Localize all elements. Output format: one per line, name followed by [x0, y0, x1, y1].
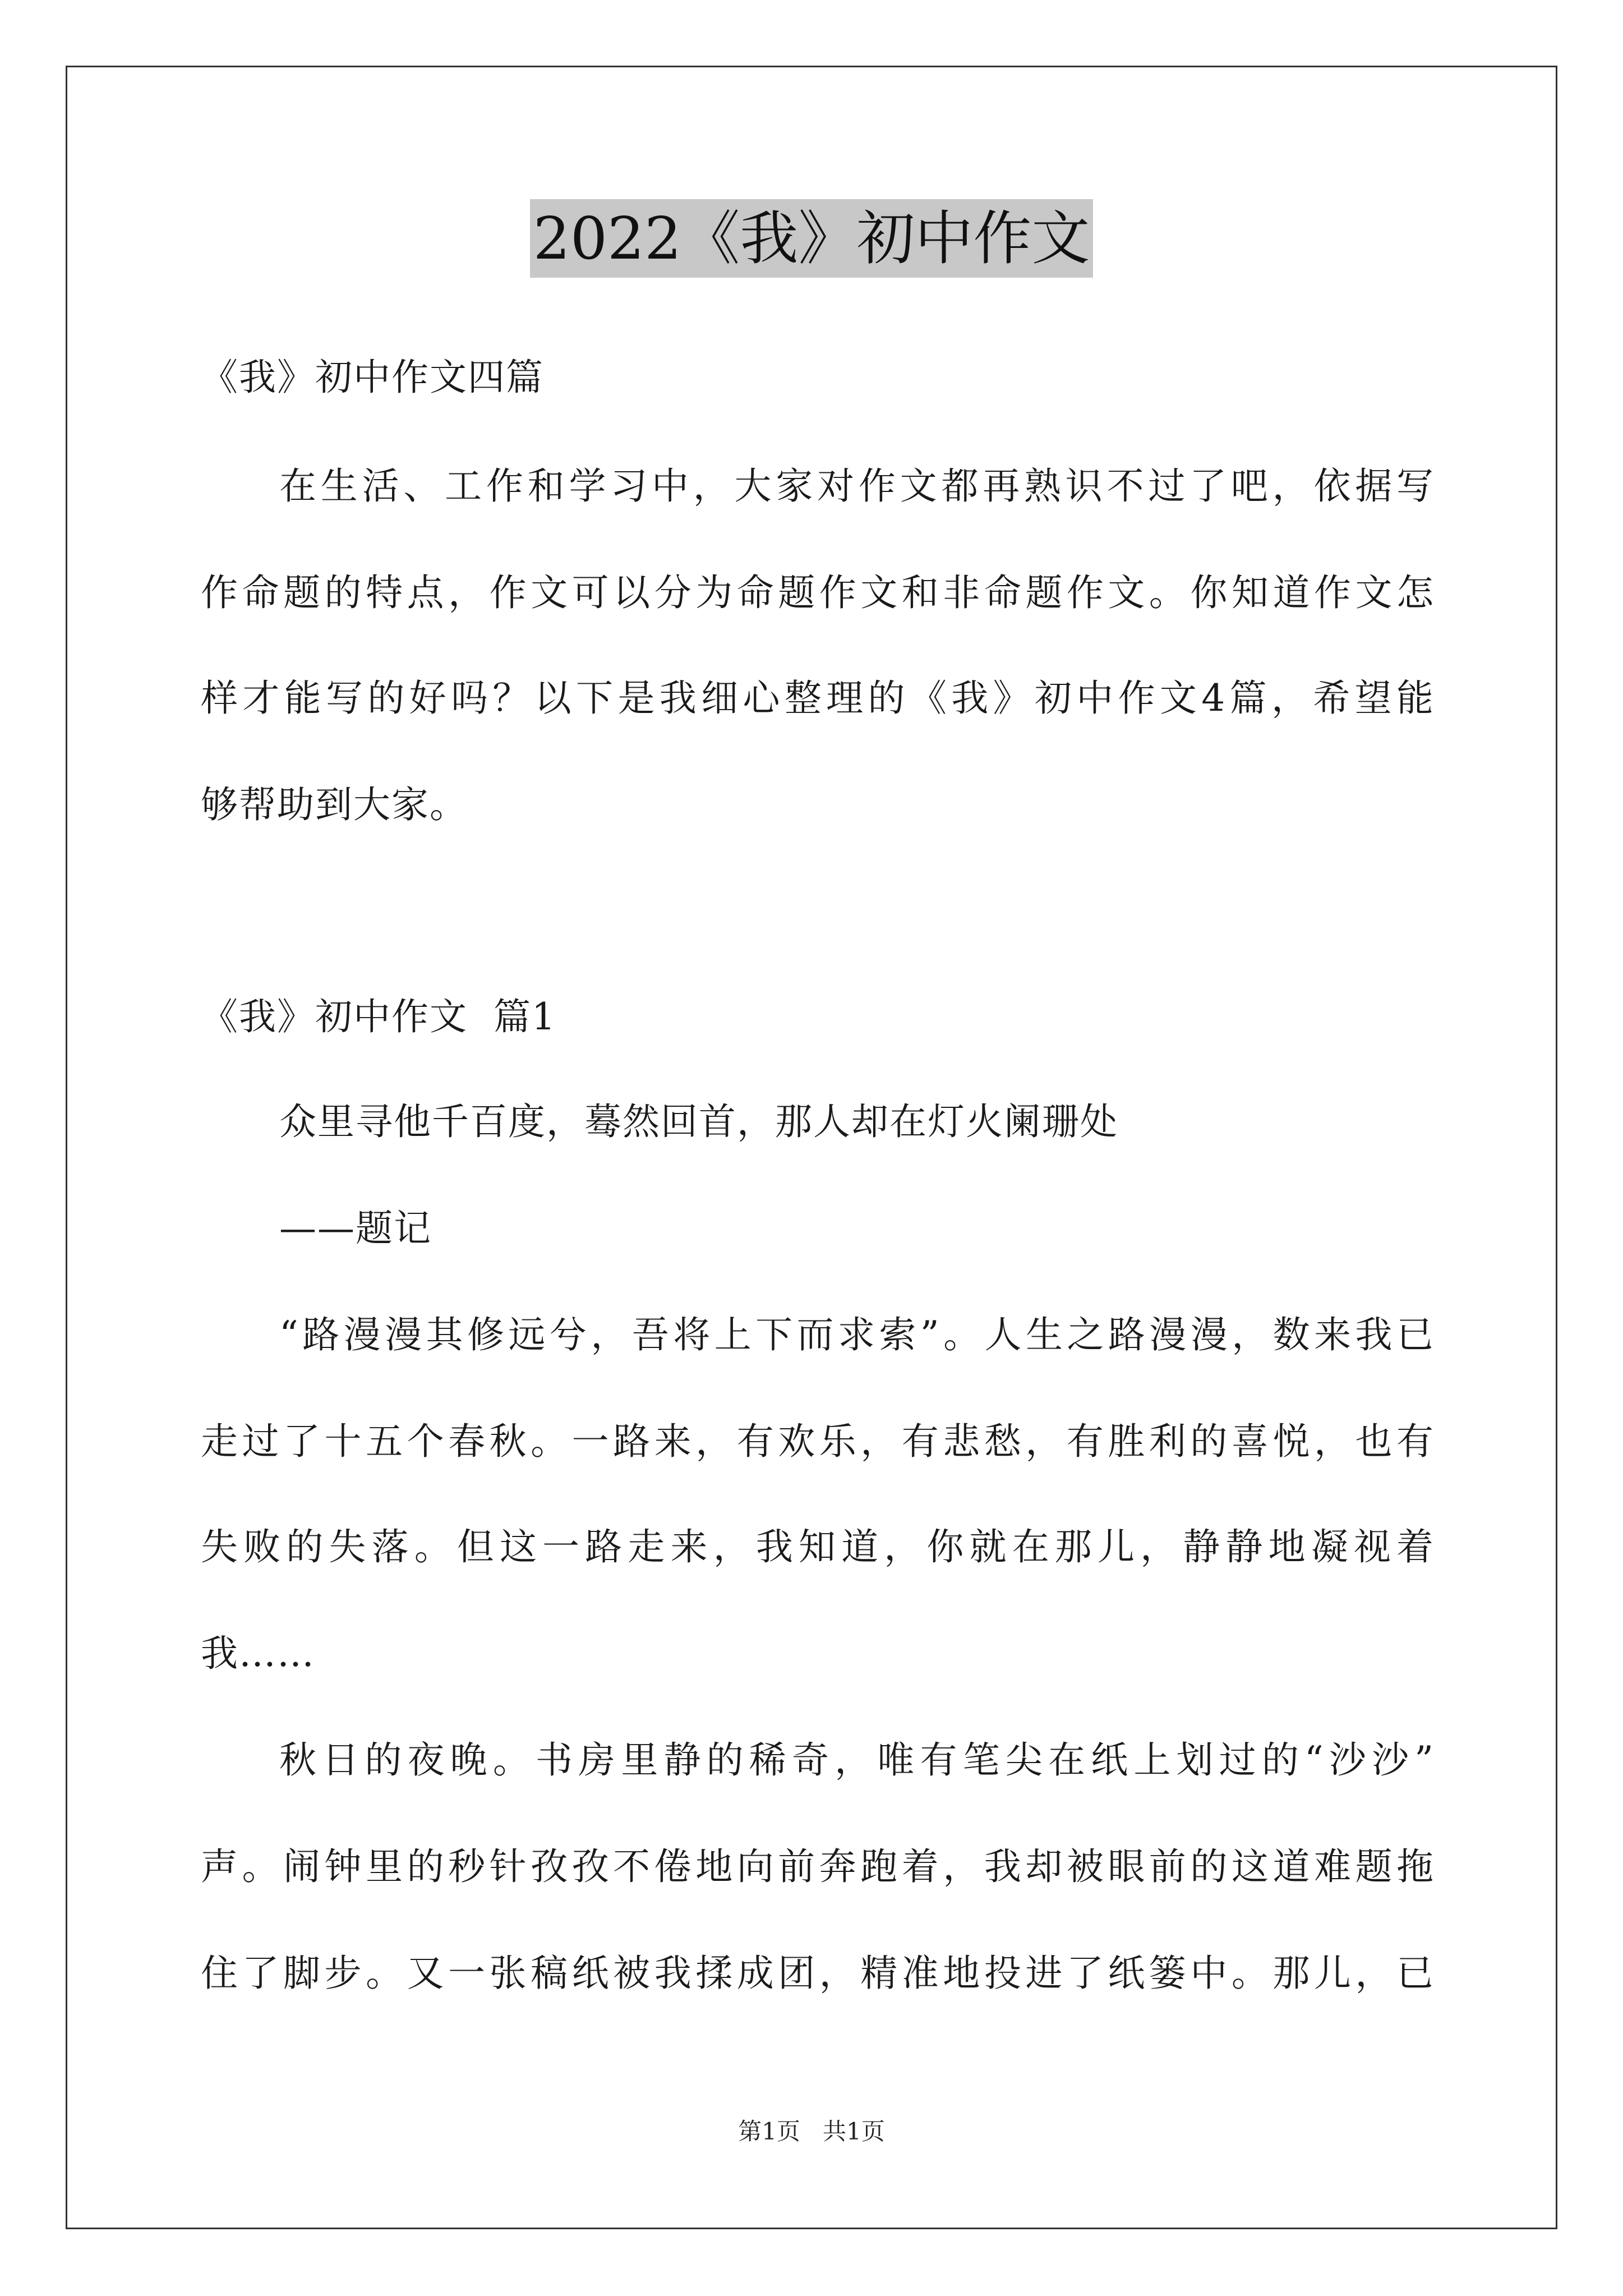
intro-line-3: 样才能写的好吗？以下是我细心整理的《我》初中作文4篇，希望能 [201, 677, 1435, 720]
epigraph: 众里寻他千百度，蓦然回首，那人却在灯火阑珊处 [279, 1100, 1118, 1143]
para1-line-4: 我…… [201, 1632, 315, 1675]
para1-line-2: 走过了十五个春秋。一路来，有欢乐，有悲愁，有胜利的喜悦，也有 [201, 1420, 1435, 1463]
para1-line-3: 失败的失落。但这一路走来，我知道，你就在那儿，静静地凝视着 [201, 1525, 1435, 1568]
para2-line-1: 秋日的夜晚。书房里静的稀奇，唯有笔尖在纸上划过的“沙沙” [279, 1738, 1435, 1782]
intro-line-4: 够帮助到大家。 [201, 783, 468, 826]
intro-line-2: 作命题的特点，作文可以分为命题作文和非命题作文。你知道作文怎 [201, 571, 1435, 614]
para1-line-1: “路漫漫其修远兮，吾将上下而求索”。人生之路漫漫，数来我已 [279, 1313, 1435, 1356]
document-title: 2022《我》初中作文 [530, 199, 1094, 278]
intro-line-1: 在生活、工作和学习中，大家对作文都再熟识不过了吧，依据写 [279, 464, 1435, 508]
document-subtitle: 《我》初中作文四篇 [201, 356, 544, 399]
para2-line-3: 住了脚步。又一张稿纸被我揉成团，精准地投进了纸篓中。那儿，已 [201, 1952, 1435, 1995]
section-heading: 《我》初中作文 篇1 [201, 995, 556, 1038]
page-footer [0, 2115, 1623, 2148]
page-number: 第1页 [738, 2118, 800, 2145]
para2-line-2: 声。闹钟里的秒针孜孜不倦地向前奔跑着，我却被眼前的这道难题拖 [201, 1845, 1435, 1888]
total-pages: 共1页 [823, 2118, 885, 2145]
title-container [0, 199, 1623, 278]
epigraph-note: ——题记 [279, 1207, 432, 1250]
